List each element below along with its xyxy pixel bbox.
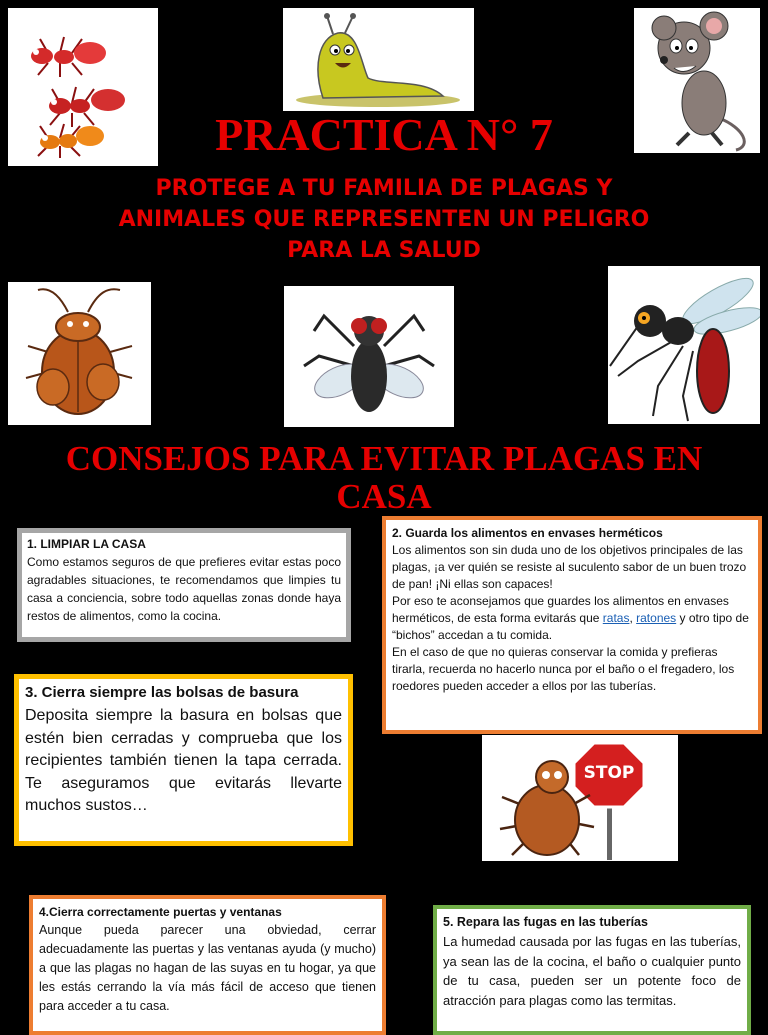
slug-image <box>283 8 474 111</box>
fly-icon <box>284 286 454 427</box>
mosquito-image <box>608 266 760 424</box>
slug-icon <box>283 8 474 111</box>
page-subtitle: PROTEGE A TU FAMILIA DE PLAGAS Y ANIMALES QUE REPRESENTEN UN PELIGRO PARA LA SALUD <box>118 176 650 263</box>
cockroach-icon <box>8 282 151 425</box>
tip-2-text-a: Por eso te aconsejamos que guardes los alimentos en envases herméticos, de esta forma evitarás que <box>392 594 729 625</box>
tip-1-heading: 1. LIMPIAR LA CASA <box>27 537 146 551</box>
bedbug-stop-image <box>482 735 678 861</box>
tip-5-heading: 5. Repara las fugas en las tuberías <box>443 915 648 929</box>
tip-1-body: Como estamos seguros de que prefieres evitar estas poco agradables situaciones, te recomendamos que limpies tu casa a conciencia, sobre todo aquellas zonas donde haya restos de alimentos, como la cocina. <box>27 555 341 623</box>
fly-image <box>284 286 454 427</box>
tip-2-heading: 2. Guarda los alimentos en envases herméticos <box>392 526 663 540</box>
stop-sign-text: STOP <box>583 763 635 783</box>
section-title: CONSEJOS PARA EVITAR PLAGAS EN CASA <box>65 439 703 516</box>
tip-2-paragraph-2 <box>392 593 752 644</box>
tip-2-box <box>382 516 762 734</box>
tip-2-paragraph-1: Los alimentos son sin duda uno de los objetivos principales de las plagas, ¡a ver quién se resiste al suculento sabor de un buen trozo de pan! ¡Ni ellas son capaces! <box>392 543 747 591</box>
tip-3-box <box>14 674 353 846</box>
tip-1-box <box>17 528 351 642</box>
tip-5-body: La humedad causada por las fugas en las tuberías, ya sean las de la cocina, el baño o cualquier punto de tu casa, pueden ser un potente foco de atracción para plagas como las termitas. <box>443 934 741 1008</box>
tip-2-text-b: , <box>629 611 637 625</box>
tip-4-body: Aunque pueda parecer una obviedad, cerrar adecuadamente las puertas y las ventanas ayuda (y mucho) a que las plagas no hagan de las suyas en tu hogar, ya que les estás cerrando la vía más fácil de acceso que tienen para acceder a tu casa. <box>39 923 376 1013</box>
bedbug-stop-icon <box>482 735 678 861</box>
mosquito-icon <box>608 266 760 424</box>
tip-3-body: Deposita siempre la basura en bolsas que estén bien cerradas y comprueba que los recipientes también tienen la tapa cerrada. Te aseguramos que evitarás llevarte muchos sustos… <box>25 707 342 814</box>
cockroach-image <box>8 282 151 425</box>
ratas-link[interactable]: ratas <box>602 611 630 625</box>
tip-2-paragraph-3: En el caso de que no quieras conservar la comida y prefieras tirarla, recuerda no hacerlo nunca por el baño o el fregadero, los roedores pueden acceder a ellos por las tuberías. <box>392 645 735 693</box>
page-title: PRACTICA N° 7 <box>215 109 553 160</box>
ratones-link[interactable]: ratones <box>636 611 677 625</box>
tip-3-heading: 3. Cierra siempre las bolsas de basura <box>25 684 299 701</box>
tip-4-heading: 4.Cierra correctamente puertas y ventanas <box>39 905 282 919</box>
tip-2-text-c: y otro tipo de “bichos” accedan a tu comida. <box>392 611 749 642</box>
tip-5-box <box>433 905 751 1035</box>
tip-4-box <box>29 895 386 1035</box>
